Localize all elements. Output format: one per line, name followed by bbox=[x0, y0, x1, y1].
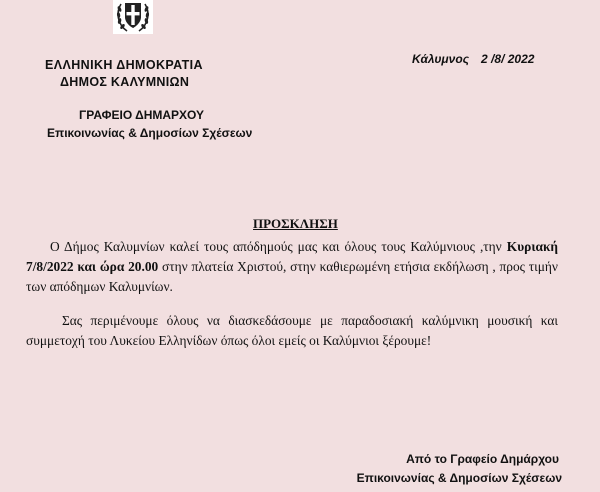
signature-line-2: Επικοινωνίας & Δημοσίων Σχέσεων bbox=[356, 471, 562, 485]
event-datetime: Κυριακή 7/8/2022 και ώρα 20.00 bbox=[26, 239, 558, 274]
dateline-date: 2 /8/ 2022 bbox=[481, 52, 535, 66]
dateline bbox=[412, 52, 534, 66]
signature-line-1: Από το Γραφείο Δημάρχου bbox=[406, 452, 559, 466]
paragraph-1-intro: Ο Δήμος Καλυμνίων καλεί τους απόδημούς μας και όλους τους Καλύμνιους ,την bbox=[50, 239, 502, 254]
header-municipality: ΔΗΜΟΣ ΚΑΛΥΜΝΙΩΝ bbox=[60, 75, 190, 89]
invitation-paragraph-1 bbox=[26, 237, 558, 297]
dateline-place: Κάλυμνος bbox=[412, 52, 470, 66]
header-office: ΓΡΑΦΕΙΟ ΔΗΜΑΡΧΟΥ bbox=[79, 108, 205, 122]
document-title: ΠΡΟΣΚΛΗΣΗ bbox=[253, 216, 338, 231]
header-republic: ΕΛΛΗΝΙΚΗ ΔΗΜΟΚΡΑΤΙΑ bbox=[45, 58, 203, 72]
greek-coat-of-arms-icon bbox=[113, 0, 153, 34]
paragraph-1-details: στην πλατεία Χριστού, στην καθιερωμένη ετήσια εκδήλωση , προς τιμήν των απόδημων Καλυμνίων. bbox=[26, 259, 558, 294]
header-department: Επικοινωνίας & Δημοσίων Σχέσεων bbox=[47, 126, 253, 140]
invitation-paragraph-2: Σας περιμένουμε όλους να διασκεδάσουμε με παραδοσιακή καλύμνικη μουσική και συμμετοχή του Λυκείου Ελληνίδων όπως όλοι εμείς οι Καλύμνιοι ξέρουμε! bbox=[26, 313, 558, 348]
